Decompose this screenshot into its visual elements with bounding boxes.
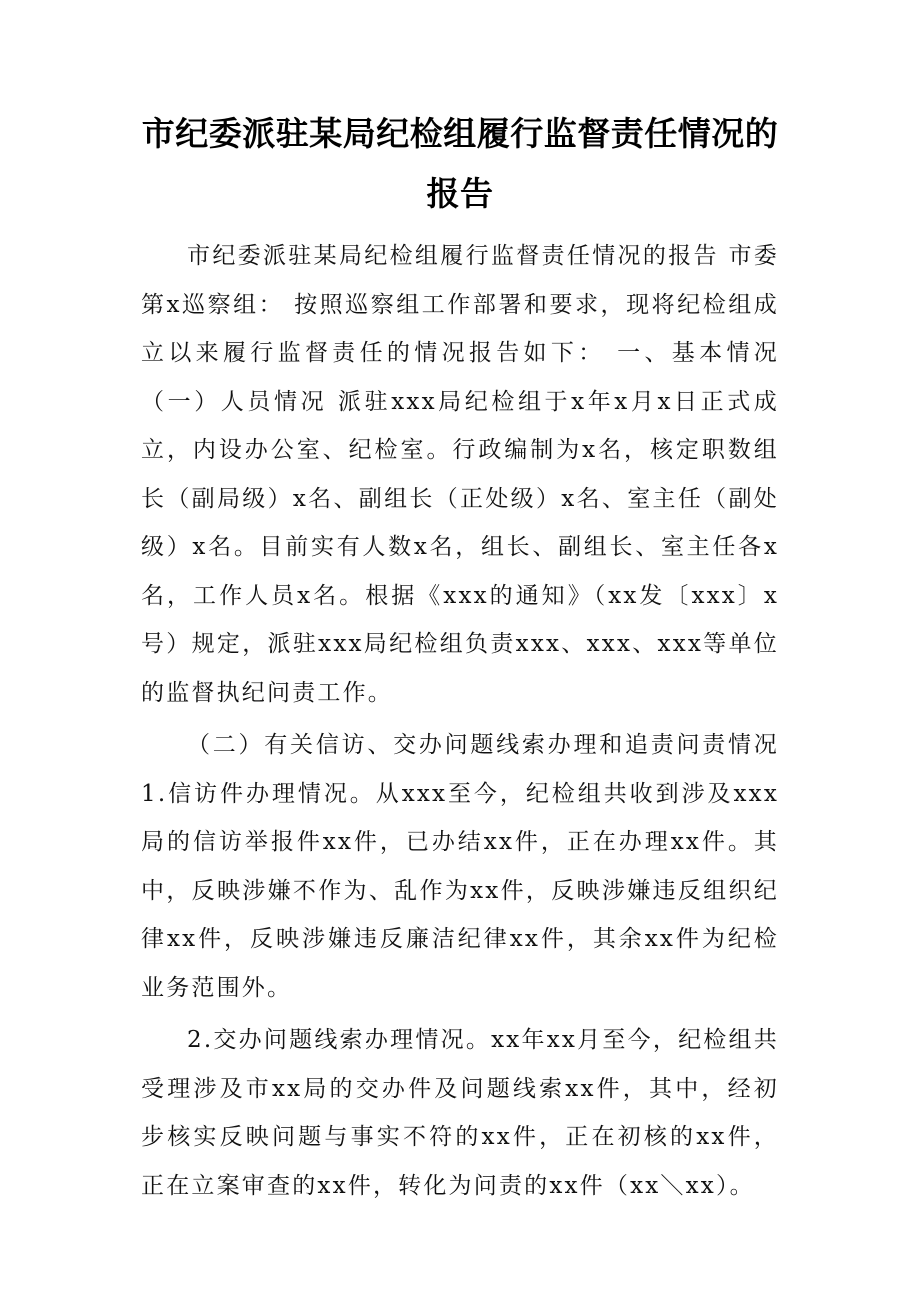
paragraph-1: 市纪委派驻某局纪检组履行监督责任情况的报告 市委第x巡察组： 按照巡察组工作部署和要求，现将纪检组成立以来履行监督责任的情况报告如下： 一、基本情况 （一）人员情况 派驻xxx局纪检组于x年x月x日正式成立，内设办公室、纪检室。行政编制为x名，核定职数组长（副局级）x名、副组长（正处级）x名、室主任（副处级）x名。目前实有人数x名，组长、副组长、室主任各x名，工作人员x名。根据《xxx的通知》（xx发〔xxx〕x号）规定，派驻xxx局纪检组负责xxx、xxx、xxx等单位的监督执纪问责工作。 (141, 243, 779, 706)
title-line-2: 报告 (426, 174, 494, 213)
paragraph-3: 2.交办问题线索办理情况。xx年xx月至今，纪检组共受理涉及市xx局的交办件及问题线索xx件，其中，经初步核实反映问题与事实不符的xx件，正在初核的xx件，正在立案审查的xx件，转化为问责的xx件（xx＼xx）。 (141, 1027, 779, 1199)
document-body (141, 232, 779, 1210)
document-title (141, 104, 779, 224)
paragraph-2: （二）有关信访、交办问题线索办理和追责问责情况 1.信访件办理情况。从xxx至今，纪检组共收到涉及xxx局的信访举报件xx件，已办结xx件，正在办理xx件。其中，反映涉嫌不作为、乱作为xx件，反映涉嫌违反组织纪律xx件，反映涉嫌违反廉洁纪律xx件，其余xx件为纪检业务范围外。 (141, 732, 779, 1001)
title-line-1: 市纪委派驻某局纪检组履行监督责任情况的 (141, 114, 779, 153)
